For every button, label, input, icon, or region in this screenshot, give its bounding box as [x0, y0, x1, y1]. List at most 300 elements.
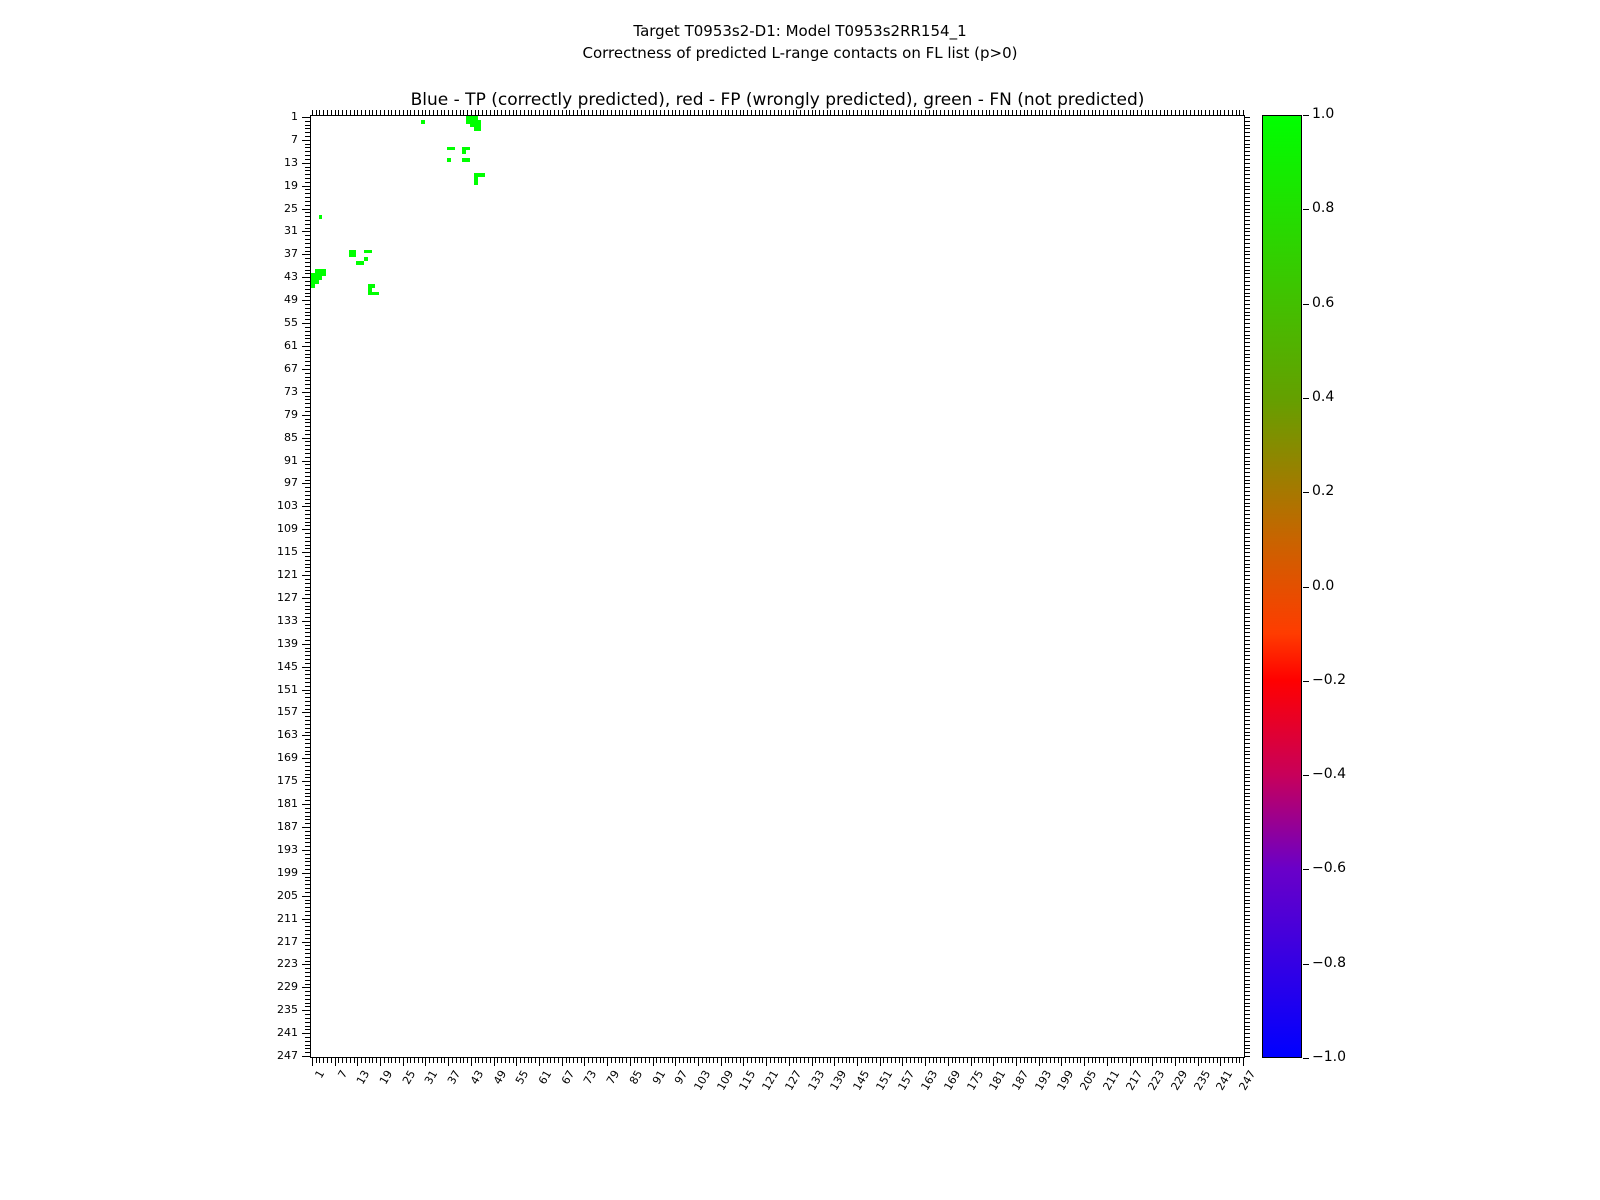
x-minor-tick-top	[883, 110, 884, 115]
y-minor-tick-right	[1245, 705, 1250, 706]
x-minor-tick	[982, 1058, 983, 1063]
y-minor-tick-right	[1245, 132, 1250, 133]
x-tick-label: 1	[312, 1068, 328, 1081]
y-tick-label: 67	[284, 361, 298, 375]
contact-cell	[481, 173, 485, 177]
contact-cell	[319, 276, 323, 280]
y-minor-tick	[305, 560, 310, 561]
x-minor-tick-top	[982, 110, 983, 115]
y-minor-tick	[305, 838, 310, 839]
x-major-tick	[1130, 1058, 1131, 1066]
x-minor-tick	[497, 1058, 498, 1063]
y-minor-tick-right	[1245, 903, 1250, 904]
y-minor-tick-right	[1245, 174, 1250, 175]
x-minor-tick-top	[853, 110, 854, 115]
y-minor-tick	[305, 445, 310, 446]
y-tick-label: 7	[291, 132, 298, 146]
x-minor-tick	[331, 1058, 332, 1063]
y-minor-tick	[305, 980, 310, 981]
y-minor-tick	[305, 865, 310, 866]
x-tick-label: 73	[581, 1068, 600, 1087]
y-minor-tick	[305, 182, 310, 183]
contact-map-plot[interactable]	[310, 115, 1245, 1058]
x-minor-tick	[1027, 1058, 1028, 1063]
x-minor-tick	[1179, 1058, 1180, 1063]
x-minor-tick	[1183, 1058, 1184, 1063]
colorbar-tick-label: 0.6	[1312, 294, 1335, 311]
x-minor-tick-top	[558, 110, 559, 115]
y-minor-tick-right	[1245, 1026, 1250, 1027]
x-minor-tick-top	[1148, 110, 1149, 115]
contact-cell	[322, 273, 326, 277]
y-minor-tick-right	[1245, 865, 1250, 866]
x-minor-tick-top	[1137, 110, 1138, 115]
colorbar-tick	[1303, 587, 1309, 588]
x-minor-tick	[868, 1058, 869, 1063]
y-minor-tick-right	[1245, 942, 1250, 943]
x-tick-label: 163	[918, 1068, 941, 1093]
y-minor-tick	[305, 499, 310, 500]
x-minor-tick	[444, 1058, 445, 1063]
x-minor-tick-top	[384, 110, 385, 115]
x-major-tick	[562, 1058, 563, 1066]
y-minor-tick-right	[1245, 831, 1250, 832]
x-tick-label: 175	[964, 1068, 986, 1093]
y-minor-tick	[305, 999, 310, 1000]
x-minor-tick	[1065, 1058, 1066, 1063]
y-minor-tick-right	[1245, 602, 1250, 603]
y-minor-tick	[305, 377, 310, 378]
x-minor-tick	[1126, 1058, 1127, 1063]
y-minor-tick	[305, 315, 310, 316]
x-major-tick	[721, 1058, 722, 1066]
x-minor-tick-top	[1160, 110, 1161, 115]
y-minor-tick	[305, 1045, 310, 1046]
y-major-tick	[302, 598, 310, 599]
y-minor-tick-right	[1245, 972, 1250, 973]
y-tick-label: 109	[277, 522, 298, 536]
y-minor-tick	[305, 754, 310, 755]
y-minor-tick	[305, 228, 310, 229]
y-tick-label: 223	[277, 957, 298, 971]
y-minor-tick-right	[1245, 357, 1250, 358]
y-minor-tick	[305, 293, 310, 294]
contact-cell	[447, 158, 451, 162]
y-minor-tick-right	[1245, 342, 1250, 343]
x-minor-tick-top	[1205, 110, 1206, 115]
y-tick-label: 43	[284, 270, 298, 284]
y-minor-tick-right	[1245, 296, 1250, 297]
x-minor-tick-top	[1118, 110, 1119, 115]
y-minor-tick-right	[1245, 587, 1250, 588]
y-minor-tick	[305, 518, 310, 519]
x-minor-tick	[478, 1058, 479, 1063]
x-minor-tick	[891, 1058, 892, 1063]
y-major-tick	[302, 277, 310, 278]
x-minor-tick	[456, 1058, 457, 1063]
y-minor-tick-right	[1245, 464, 1250, 465]
x-minor-tick-top	[463, 110, 464, 115]
x-minor-tick	[395, 1058, 396, 1063]
x-minor-tick	[1122, 1058, 1123, 1063]
y-tick-label: 211	[277, 911, 298, 925]
y-minor-tick	[305, 251, 310, 252]
x-major-tick	[312, 1058, 313, 1066]
y-minor-tick-right	[1245, 682, 1250, 683]
y-minor-tick-right	[1245, 816, 1250, 817]
y-major-tick	[302, 644, 310, 645]
x-minor-tick	[736, 1058, 737, 1063]
x-minor-tick-top	[448, 110, 449, 115]
x-minor-tick-top	[709, 110, 710, 115]
y-minor-tick-right	[1245, 346, 1250, 347]
y-major-tick	[302, 1010, 310, 1011]
x-minor-tick	[1050, 1058, 1051, 1063]
x-minor-tick-top	[774, 110, 775, 115]
y-minor-tick	[305, 174, 310, 175]
x-minor-tick-top	[978, 110, 979, 115]
contact-cell	[360, 261, 364, 265]
x-minor-tick	[974, 1058, 975, 1063]
x-minor-tick-top	[369, 110, 370, 115]
x-major-tick	[357, 1058, 358, 1066]
x-minor-tick	[558, 1058, 559, 1063]
x-minor-tick-top	[679, 110, 680, 115]
y-minor-tick-right	[1245, 266, 1250, 267]
y-major-tick	[302, 873, 310, 874]
x-minor-tick	[876, 1058, 877, 1063]
x-minor-tick	[694, 1058, 695, 1063]
colorbar-tick	[1303, 209, 1309, 210]
x-major-tick	[1243, 1058, 1244, 1066]
x-minor-tick-top	[346, 110, 347, 115]
y-minor-tick-right	[1245, 697, 1250, 698]
x-minor-tick-top	[861, 110, 862, 115]
x-minor-tick-top	[800, 110, 801, 115]
y-minor-tick-right	[1245, 751, 1250, 752]
x-minor-tick-top	[732, 110, 733, 115]
x-minor-tick	[509, 1058, 510, 1063]
x-minor-tick	[588, 1058, 589, 1063]
y-minor-tick	[305, 651, 310, 652]
y-minor-tick-right	[1245, 155, 1250, 156]
y-major-tick	[302, 392, 310, 393]
x-tick-label: 169	[941, 1068, 964, 1093]
y-minor-tick	[305, 819, 310, 820]
x-minor-tick	[581, 1058, 582, 1063]
y-minor-tick-right	[1245, 270, 1250, 271]
y-minor-tick	[305, 285, 310, 286]
y-minor-tick-right	[1245, 1022, 1250, 1023]
x-minor-tick	[1201, 1058, 1202, 1063]
x-minor-tick	[619, 1058, 620, 1063]
x-minor-tick-top	[569, 110, 570, 115]
x-minor-tick-top	[422, 110, 423, 115]
x-minor-tick-top	[846, 110, 847, 115]
y-minor-tick	[305, 880, 310, 881]
y-minor-tick	[305, 503, 310, 504]
y-minor-tick-right	[1245, 812, 1250, 813]
x-minor-tick	[1099, 1058, 1100, 1063]
x-minor-tick-top	[1232, 110, 1233, 115]
y-minor-tick-right	[1245, 628, 1250, 629]
y-minor-tick-right	[1245, 308, 1250, 309]
y-minor-tick-right	[1245, 1056, 1250, 1057]
y-minor-tick-right	[1245, 147, 1250, 148]
y-minor-tick-right	[1245, 151, 1250, 152]
y-major-tick	[302, 117, 310, 118]
x-major-tick	[630, 1058, 631, 1066]
y-minor-tick	[305, 762, 310, 763]
y-minor-tick-right	[1245, 487, 1250, 488]
y-minor-tick	[305, 915, 310, 916]
y-minor-tick-right	[1245, 1052, 1250, 1053]
y-minor-tick	[305, 220, 310, 221]
x-major-tick	[1039, 1058, 1040, 1066]
y-minor-tick-right	[1245, 422, 1250, 423]
contact-cell	[466, 147, 470, 151]
x-minor-tick	[626, 1058, 627, 1063]
x-minor-tick-top	[1095, 110, 1096, 115]
x-minor-tick	[418, 1058, 419, 1063]
colorbar-tick-label: −1.0	[1312, 1049, 1346, 1065]
y-minor-tick	[305, 587, 310, 588]
x-minor-tick-top	[1190, 110, 1191, 115]
y-minor-tick-right	[1245, 136, 1250, 137]
x-minor-tick	[452, 1058, 453, 1063]
x-minor-tick-top	[728, 110, 729, 115]
x-minor-tick-top	[327, 110, 328, 115]
x-minor-tick	[865, 1058, 866, 1063]
x-major-tick	[971, 1058, 972, 1066]
y-minor-tick	[305, 785, 310, 786]
colorbar-tick	[1303, 492, 1309, 493]
x-minor-tick	[554, 1058, 555, 1063]
y-minor-tick	[305, 1037, 310, 1038]
x-minor-tick	[490, 1058, 491, 1063]
x-minor-tick-top	[929, 110, 930, 115]
y-minor-tick	[305, 686, 310, 687]
colorbar-tick	[1303, 304, 1309, 305]
x-tick-label: 67	[558, 1068, 577, 1087]
x-minor-tick-top	[619, 110, 620, 115]
y-minor-tick	[305, 911, 310, 912]
x-minor-tick-top	[562, 110, 563, 115]
x-minor-tick	[622, 1058, 623, 1063]
y-minor-tick	[305, 583, 310, 584]
y-minor-tick-right	[1245, 186, 1250, 187]
y-minor-tick	[305, 995, 310, 996]
x-minor-tick-top	[785, 110, 786, 115]
x-tick-label: 115	[736, 1068, 759, 1093]
x-tick-label: 103	[691, 1068, 714, 1093]
y-minor-tick-right	[1245, 262, 1250, 263]
y-minor-tick	[305, 407, 310, 408]
y-major-tick	[302, 712, 310, 713]
x-minor-tick	[1095, 1058, 1096, 1063]
x-minor-tick-top	[425, 110, 426, 115]
x-minor-tick	[914, 1058, 915, 1063]
y-minor-tick-right	[1245, 258, 1250, 259]
x-minor-tick	[407, 1058, 408, 1063]
suptitle-line-1: Target T0953s2-D1: Model T0953s2RR154_1	[633, 22, 967, 40]
y-minor-tick-right	[1245, 529, 1250, 530]
y-major-tick	[302, 552, 310, 553]
x-minor-tick	[660, 1058, 661, 1063]
x-tick-label: 223	[1145, 1068, 1168, 1093]
x-minor-tick-top	[1239, 110, 1240, 115]
y-minor-tick	[305, 296, 310, 297]
x-minor-tick	[361, 1058, 362, 1063]
y-minor-tick-right	[1245, 785, 1250, 786]
x-minor-tick	[543, 1058, 544, 1063]
colorbar-tick-label: −0.6	[1312, 860, 1346, 877]
y-minor-tick	[305, 426, 310, 427]
x-minor-tick-top	[914, 110, 915, 115]
x-minor-tick-top	[630, 110, 631, 115]
x-minor-tick	[1088, 1058, 1089, 1063]
y-major-tick	[302, 186, 310, 187]
x-minor-tick	[547, 1058, 548, 1063]
x-minor-tick	[1194, 1058, 1195, 1063]
x-major-tick	[1175, 1058, 1176, 1066]
y-minor-tick	[305, 491, 310, 492]
y-minor-tick	[305, 472, 310, 473]
y-minor-tick-right	[1245, 823, 1250, 824]
x-minor-tick	[717, 1058, 718, 1063]
y-minor-tick-right	[1245, 388, 1250, 389]
contact-cell	[421, 120, 425, 124]
x-minor-tick-top	[649, 110, 650, 115]
y-minor-tick-right	[1245, 338, 1250, 339]
y-minor-tick-right	[1245, 212, 1250, 213]
y-minor-tick	[305, 258, 310, 259]
y-minor-tick-right	[1245, 613, 1250, 614]
y-major-tick	[302, 575, 310, 576]
x-minor-tick-top	[1107, 110, 1108, 115]
y-minor-tick-right	[1245, 835, 1250, 836]
colorbar-tick-label: −0.8	[1312, 954, 1346, 971]
y-minor-tick	[305, 831, 310, 832]
x-minor-tick-top	[664, 110, 665, 115]
y-minor-tick-right	[1245, 354, 1250, 355]
x-minor-tick-top	[592, 110, 593, 115]
x-minor-tick	[796, 1058, 797, 1063]
y-tick-label: 85	[284, 430, 298, 444]
y-minor-tick	[305, 877, 310, 878]
x-minor-tick	[770, 1058, 771, 1063]
x-minor-tick	[1012, 1058, 1013, 1063]
y-major-tick	[302, 850, 310, 851]
y-minor-tick-right	[1245, 693, 1250, 694]
y-minor-tick-right	[1245, 571, 1250, 572]
colorbar-tick-label: 1.0	[1312, 106, 1335, 122]
y-major-tick	[302, 621, 310, 622]
x-minor-tick	[978, 1058, 979, 1063]
y-minor-tick-right	[1245, 499, 1250, 500]
x-minor-tick-top	[1213, 110, 1214, 115]
x-minor-tick	[460, 1058, 461, 1063]
x-minor-tick	[323, 1058, 324, 1063]
x-minor-tick-top	[899, 110, 900, 115]
y-minor-tick-right	[1245, 667, 1250, 668]
y-minor-tick	[305, 697, 310, 698]
y-minor-tick	[305, 701, 310, 702]
x-minor-tick	[759, 1058, 760, 1063]
y-minor-tick-right	[1245, 609, 1250, 610]
x-minor-tick	[690, 1058, 691, 1063]
x-minor-tick	[388, 1058, 389, 1063]
y-minor-tick-right	[1245, 777, 1250, 778]
y-minor-tick-right	[1245, 1029, 1250, 1030]
y-minor-tick	[305, 716, 310, 717]
x-minor-tick	[929, 1058, 930, 1063]
y-minor-tick	[305, 342, 310, 343]
y-minor-tick-right	[1245, 774, 1250, 775]
y-minor-tick-right	[1245, 873, 1250, 874]
x-minor-tick-top	[418, 110, 419, 115]
x-minor-tick	[550, 1058, 551, 1063]
x-minor-tick	[778, 1058, 779, 1063]
y-minor-tick-right	[1245, 552, 1250, 553]
x-minor-tick	[319, 1058, 320, 1063]
x-major-tick	[902, 1058, 903, 1066]
y-minor-tick	[305, 1022, 310, 1023]
colorbar-tick	[1303, 775, 1309, 776]
y-minor-tick-right	[1245, 510, 1250, 511]
y-minor-tick	[305, 854, 310, 855]
x-minor-tick-top	[1156, 110, 1157, 115]
y-minor-tick	[305, 308, 310, 309]
x-minor-tick-top	[918, 110, 919, 115]
x-minor-tick	[1118, 1058, 1119, 1063]
y-minor-tick-right	[1245, 182, 1250, 183]
y-minor-tick-right	[1245, 506, 1250, 507]
x-tick-label: 193	[1032, 1068, 1054, 1093]
x-minor-tick-top	[342, 110, 343, 115]
y-minor-tick-right	[1245, 560, 1250, 561]
x-minor-tick-top	[1061, 110, 1062, 115]
y-minor-tick	[305, 659, 310, 660]
y-minor-tick	[305, 411, 310, 412]
y-minor-tick	[305, 380, 310, 381]
y-major-tick	[302, 438, 310, 439]
y-minor-tick-right	[1245, 900, 1250, 901]
x-minor-tick	[747, 1058, 748, 1063]
y-minor-tick-right	[1245, 701, 1250, 702]
x-minor-tick	[1236, 1058, 1237, 1063]
x-minor-tick-top	[725, 110, 726, 115]
x-minor-tick	[899, 1058, 900, 1063]
x-minor-tick-top	[482, 110, 483, 115]
y-minor-tick	[305, 533, 310, 534]
y-minor-tick	[305, 655, 310, 656]
x-tick-label: 157	[895, 1068, 918, 1093]
x-minor-tick-top	[478, 110, 479, 115]
y-minor-tick-right	[1245, 888, 1250, 889]
y-major-tick	[302, 461, 310, 462]
x-minor-tick-top	[668, 110, 669, 115]
x-minor-tick-top	[1114, 110, 1115, 115]
x-minor-tick-top	[702, 110, 703, 115]
y-tick-label: 241	[277, 1026, 298, 1040]
x-major-tick	[812, 1058, 813, 1066]
x-tick-label: 37	[445, 1068, 464, 1087]
x-minor-tick-top	[967, 110, 968, 115]
x-minor-tick-top	[887, 110, 888, 115]
y-tick-label: 103	[277, 499, 298, 513]
x-minor-tick	[1164, 1058, 1165, 1063]
